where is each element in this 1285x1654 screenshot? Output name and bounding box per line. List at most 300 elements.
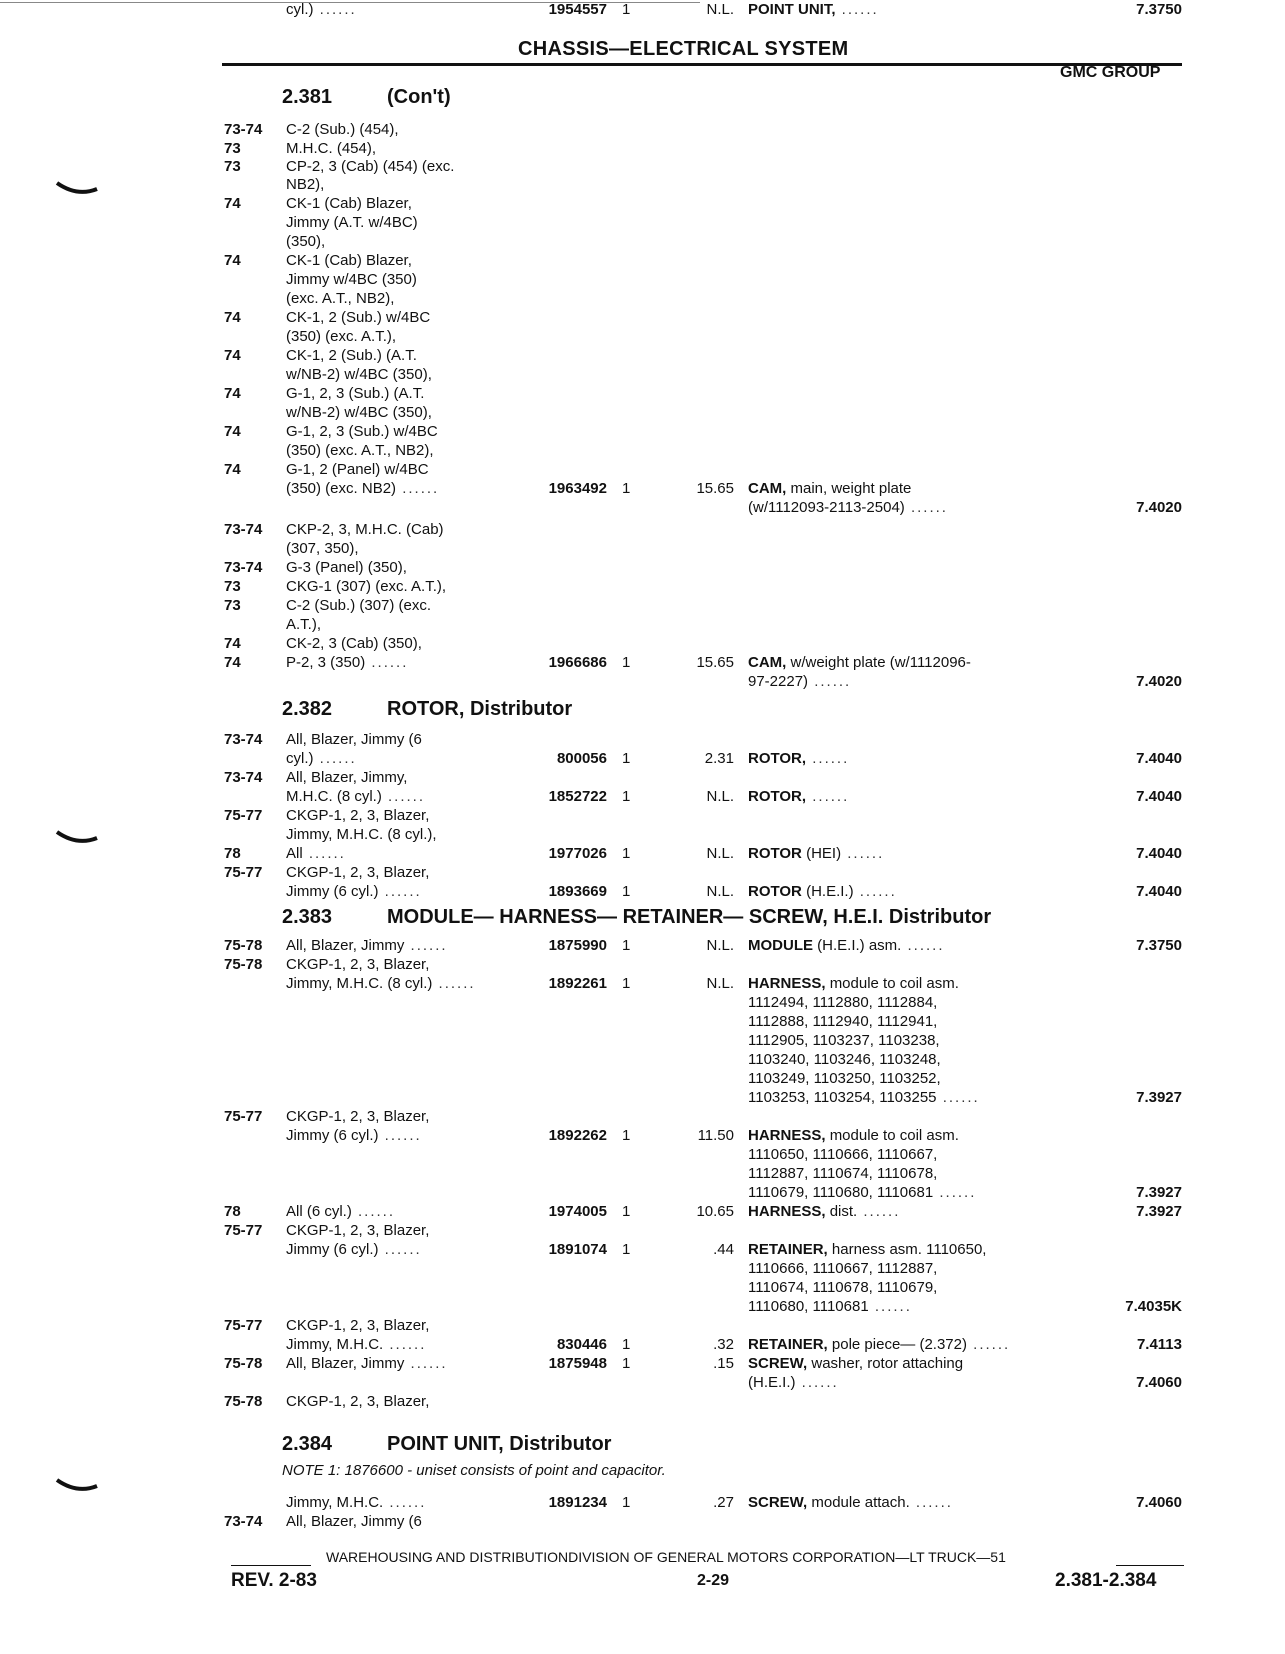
part-name: MODULE xyxy=(748,937,813,954)
leader-dots: ...... xyxy=(853,883,897,900)
description-text: 1110650, 1110666, 1110667, xyxy=(748,1146,938,1163)
leader-dots: ...... xyxy=(857,1203,901,1220)
leader-dots: ...... xyxy=(378,883,422,900)
parts-row xyxy=(0,498,1285,517)
application xyxy=(286,157,454,176)
part-number: 1891074 xyxy=(548,1241,607,1258)
model-year: 73 xyxy=(224,158,241,175)
application xyxy=(286,749,357,768)
parts-row xyxy=(0,1031,1285,1050)
part-number: 800056 xyxy=(556,750,607,767)
part-number: 1892261 xyxy=(548,975,607,992)
parts-row xyxy=(0,539,1285,558)
application xyxy=(286,270,417,289)
catalog-code: 7.4040 xyxy=(1136,883,1182,900)
catalog-code: 7.4040 xyxy=(1136,788,1182,805)
part-name: HARNESS, xyxy=(748,975,826,992)
part-name: CAM, xyxy=(748,480,787,497)
application xyxy=(286,863,429,882)
catalog-code: 7.4020 xyxy=(1136,499,1182,516)
parts-row xyxy=(0,157,1285,176)
leader-dots: ...... xyxy=(378,1127,422,1144)
parts-row xyxy=(0,974,1285,993)
description-text: module attach. xyxy=(811,1494,910,1511)
section-number: 2.383 xyxy=(282,906,333,928)
parts-row xyxy=(0,1259,1285,1278)
model-year: 74 xyxy=(224,423,241,440)
model-year: 78 xyxy=(224,1203,241,1220)
application xyxy=(286,0,357,19)
parts-row xyxy=(0,1183,1285,1202)
parts-row xyxy=(0,1126,1285,1145)
application-text: CK-1 (Cab) Blazer, xyxy=(286,252,412,269)
model-year: 73-74 xyxy=(224,731,263,748)
model-year: 75-77 xyxy=(224,807,263,824)
application xyxy=(286,1335,426,1354)
parts-row xyxy=(0,270,1285,289)
application xyxy=(286,577,446,596)
leader-dots: ...... xyxy=(841,845,885,862)
application-text: G-1, 2, 3 (Sub.) w/4BC xyxy=(286,423,438,440)
application xyxy=(286,213,418,232)
quantity: 1 xyxy=(622,654,631,671)
price: N.L. xyxy=(706,788,734,805)
description xyxy=(748,1088,980,1107)
parts-row xyxy=(0,1354,1285,1373)
description-text: 1103240, 1103246, 1103248, xyxy=(748,1051,941,1068)
description-text: main, weight plate xyxy=(790,480,912,497)
leader-dots: ...... xyxy=(381,788,426,805)
part-number: 1852722 xyxy=(548,788,607,805)
application xyxy=(286,403,432,422)
application xyxy=(286,974,476,993)
description-text: 1112905, 1103237, 1103238, xyxy=(748,1032,940,1049)
application-text: All, Blazer, Jimmy (6 xyxy=(286,1513,422,1530)
leader-dots: ...... xyxy=(313,750,357,767)
application-text: Jimmy (A.T. w/4BC) xyxy=(286,214,418,231)
application xyxy=(286,289,394,308)
parts-row xyxy=(0,403,1285,422)
parts-row xyxy=(0,1202,1285,1221)
description xyxy=(748,1240,986,1259)
application xyxy=(286,346,417,365)
parts-row xyxy=(0,825,1285,844)
application xyxy=(286,730,422,749)
application-text: (exc. A.T., NB2), xyxy=(286,290,395,307)
description-text: 97-2227) xyxy=(748,673,809,690)
application-text: CKP-2, 3, M.H.C. (Cab) xyxy=(286,521,444,538)
description-text: (H.E.I.) xyxy=(806,883,854,900)
parts-row xyxy=(0,1278,1285,1297)
description xyxy=(748,1373,839,1392)
application-text: (350) (exc. A.T.), xyxy=(286,328,397,345)
description-text: module to coil asm. xyxy=(829,1127,959,1144)
parts-row xyxy=(0,308,1285,327)
parts-row xyxy=(0,1512,1285,1531)
application-text: M.H.C. (8 cyl.) xyxy=(286,788,382,805)
description xyxy=(748,1297,912,1316)
model-year: 73-74 xyxy=(224,1513,263,1530)
quantity: 1 xyxy=(622,1355,631,1372)
description-text: module to coil asm. xyxy=(829,975,959,992)
leader-dots: ...... xyxy=(351,1203,396,1220)
application xyxy=(286,825,437,844)
model-year: 75-78 xyxy=(224,1393,263,1410)
binder-hole-mark xyxy=(55,179,99,199)
application xyxy=(286,194,412,213)
leader-dots: ...... xyxy=(404,1355,448,1372)
section-heading-2383 xyxy=(282,906,991,929)
description xyxy=(748,1202,900,1221)
model-year: 73-74 xyxy=(224,121,263,138)
parts-row xyxy=(0,1088,1285,1107)
description xyxy=(748,749,849,768)
quantity: 1 xyxy=(622,975,631,992)
parts-row xyxy=(0,120,1285,139)
part-number: 1954557 xyxy=(548,1,607,18)
application-text: CKG-1 (307) (exc. A.T.), xyxy=(286,578,447,595)
price: .15 xyxy=(713,1355,734,1372)
leader-dots: ...... xyxy=(808,673,852,690)
description-text: (HEI) xyxy=(806,845,842,862)
price: N.L. xyxy=(706,845,734,862)
catalog-code: 7.3750 xyxy=(1136,937,1182,954)
application xyxy=(286,1221,429,1240)
parts-row xyxy=(0,1164,1285,1183)
parts-row xyxy=(0,596,1285,615)
description xyxy=(748,498,948,517)
parts-row xyxy=(0,1493,1285,1512)
description-text: harness asm. 1110650, xyxy=(831,1241,987,1258)
catalog-code: 7.3750 xyxy=(1136,1,1182,18)
price: 15.65 xyxy=(696,654,734,671)
part-number: 1963492 xyxy=(548,480,607,497)
model-year: 73-74 xyxy=(224,521,263,538)
parts-row xyxy=(0,558,1285,577)
leader-dots: ...... xyxy=(806,750,850,767)
price: .27 xyxy=(713,1494,734,1511)
parts-row xyxy=(0,289,1285,308)
catalog-code: 7.4020 xyxy=(1136,673,1182,690)
description-text: (w/1112093-2113-2504) xyxy=(748,499,905,516)
application xyxy=(286,520,444,539)
application xyxy=(286,1126,422,1145)
part-name: RETAINER, xyxy=(748,1241,828,1258)
part-name: HARNESS, xyxy=(748,1127,826,1144)
parts-row xyxy=(0,955,1285,974)
parts-row xyxy=(0,993,1285,1012)
description xyxy=(748,1050,941,1069)
parts-row xyxy=(0,1145,1285,1164)
part-name: SCREW, xyxy=(748,1355,808,1372)
model-year: 75-77 xyxy=(224,864,263,881)
part-name: SCREW, xyxy=(748,1494,808,1511)
parts-row xyxy=(0,422,1285,441)
description-text: dist. xyxy=(829,1203,858,1220)
application xyxy=(286,384,424,403)
page-title: CHASSIS—ELECTRICAL SYSTEM xyxy=(518,38,849,60)
description xyxy=(748,1012,937,1031)
application xyxy=(286,1392,429,1411)
part-number: 830446 xyxy=(556,1336,607,1353)
application-text: Jimmy w/4BC (350) xyxy=(286,271,417,288)
application-text: M.H.C. (454), xyxy=(286,140,377,157)
catalog-code: 7.4060 xyxy=(1136,1494,1182,1511)
parts-row xyxy=(0,1069,1285,1088)
footer-rule-left xyxy=(231,1565,311,1566)
parts-row xyxy=(0,615,1285,634)
leader-dots: ...... xyxy=(404,937,448,954)
description-text: 1110680, 1110681 xyxy=(748,1298,869,1315)
application-text: Jimmy, M.H.C. xyxy=(286,1336,384,1353)
model-year: 73 xyxy=(224,578,241,595)
application xyxy=(286,844,346,863)
application-text: Jimmy (6 cyl.) xyxy=(286,1127,379,1144)
price: 10.65 xyxy=(696,1203,734,1220)
leader-dots: ...... xyxy=(909,1494,953,1511)
quantity: 1 xyxy=(622,845,631,862)
leader-dots: ...... xyxy=(901,937,945,954)
part-number: 1875990 xyxy=(548,937,607,954)
application-text: Jimmy, M.H.C. (8 cyl.) xyxy=(286,975,433,992)
quantity: 1 xyxy=(622,750,631,767)
application-text: Jimmy, M.H.C. (8 cyl.), xyxy=(286,826,437,843)
quantity: 1 xyxy=(622,1241,631,1258)
application xyxy=(286,768,407,787)
catalog-code: 7.3927 xyxy=(1136,1203,1182,1220)
application-text: cyl.) xyxy=(286,1,314,18)
model-year: 75-77 xyxy=(224,1317,263,1334)
application xyxy=(286,251,412,270)
description xyxy=(748,882,897,901)
application-text: CK-1, 2 (Sub.) (A.T. xyxy=(286,347,417,364)
description xyxy=(748,1335,1010,1354)
application-text: All, Blazer, Jimmy, xyxy=(286,769,408,786)
parts-row xyxy=(0,1297,1285,1316)
parts-row xyxy=(0,327,1285,346)
parts-row xyxy=(0,936,1285,955)
part-name: POINT UNIT, xyxy=(748,1,836,18)
description-text: 1110674, 1110678, 1110679, xyxy=(748,1279,938,1296)
application-text: All, Blazer, Jimmy xyxy=(286,937,405,954)
parts-row xyxy=(0,730,1285,749)
parts-row xyxy=(0,768,1285,787)
application xyxy=(286,936,448,955)
application-text: NB2), xyxy=(286,176,325,193)
leader-dots: ...... xyxy=(383,1336,427,1353)
application xyxy=(286,1354,448,1373)
application xyxy=(286,1202,395,1221)
application-text: CKGP-1, 2, 3, Blazer, xyxy=(286,864,430,881)
leader-dots: ...... xyxy=(378,1241,422,1258)
application xyxy=(286,882,422,901)
part-name: ROTOR xyxy=(748,883,802,900)
part-number: 1891234 xyxy=(548,1494,607,1511)
model-year: 74 xyxy=(224,654,241,671)
quantity: 1 xyxy=(622,480,631,497)
description xyxy=(748,1164,937,1183)
model-year: 73-74 xyxy=(224,559,263,576)
application-text: G-1, 2 (Panel) w/4BC xyxy=(286,461,429,478)
parts-row xyxy=(0,1335,1285,1354)
quantity: 1 xyxy=(622,937,631,954)
description xyxy=(748,1354,963,1373)
leader-dots: ...... xyxy=(795,1374,839,1391)
section-title: MODULE— HARNESS— RETAINER— SCREW, H.E.I. Distributor xyxy=(387,906,992,928)
parts-row xyxy=(0,634,1285,653)
part-number: 1875948 xyxy=(548,1355,607,1372)
leader-dots: ...... xyxy=(302,845,346,862)
application-text: (350) (exc. NB2) xyxy=(286,480,397,497)
footer-rule-right xyxy=(1116,1565,1184,1566)
leader-dots: ...... xyxy=(936,1089,980,1106)
parts-row xyxy=(0,479,1285,498)
description xyxy=(748,1126,959,1145)
leader-dots: ...... xyxy=(868,1298,912,1315)
application xyxy=(286,787,425,806)
description-text: 1103253, 1103254, 1103255 xyxy=(748,1089,937,1106)
application-text: All (6 cyl.) xyxy=(286,1203,352,1220)
parts-row xyxy=(0,653,1285,672)
catalog-code: 7.3927 xyxy=(1136,1089,1182,1106)
section-number: 2.384 xyxy=(282,1433,333,1455)
description-text: (H.E.I.) xyxy=(748,1374,796,1391)
application-text: CKGP-1, 2, 3, Blazer, xyxy=(286,1393,430,1410)
parts-row xyxy=(0,384,1285,403)
application xyxy=(286,422,438,441)
parts-row xyxy=(0,844,1285,863)
description xyxy=(748,0,879,19)
model-year: 73 xyxy=(224,140,241,157)
catalog-code: 7.4035K xyxy=(1125,1298,1182,1315)
application xyxy=(286,653,408,672)
parts-row xyxy=(0,1373,1285,1392)
application xyxy=(286,175,324,194)
description xyxy=(748,1069,941,1088)
application-text: A.T.), xyxy=(286,616,322,633)
part-name: RETAINER, xyxy=(748,1336,828,1353)
price: N.L. xyxy=(706,975,734,992)
section-range: 2.381-2.384 xyxy=(1055,1570,1157,1591)
catalog-code: 7.4040 xyxy=(1136,750,1182,767)
parts-row xyxy=(0,577,1285,596)
application-text: Jimmy (6 cyl.) xyxy=(286,1241,379,1258)
application-text: CK-1 (Cab) Blazer, xyxy=(286,195,412,212)
leader-dots: ...... xyxy=(806,788,850,805)
model-year: 75-77 xyxy=(224,1222,263,1239)
section-title: POINT UNIT, Distributor xyxy=(387,1433,612,1455)
model-year: 74 xyxy=(224,252,241,269)
parts-row xyxy=(0,1050,1285,1069)
application-text: All, Blazer, Jimmy xyxy=(286,1355,405,1372)
price: 2.31 xyxy=(704,750,734,767)
model-year: 74 xyxy=(224,461,241,478)
part-number: 1966686 xyxy=(548,654,607,671)
application-text: G-1, 2, 3 (Sub.) (A.T. xyxy=(286,385,425,402)
parts-row xyxy=(0,520,1285,539)
application-text: CKGP-1, 2, 3, Blazer, xyxy=(286,1222,430,1239)
parts-row xyxy=(0,346,1285,365)
application xyxy=(286,460,429,479)
model-year: 75-78 xyxy=(224,1355,263,1372)
application-text: P-2, 3 (350) xyxy=(286,654,366,671)
model-year: 73 xyxy=(224,597,241,614)
part-number: 1974005 xyxy=(548,1203,607,1220)
quantity: 1 xyxy=(622,1127,631,1144)
footer-division: WAREHOUSING AND DISTRIBUTIONDIVISION OF GENERAL MOTORS CORPORATION—LT TRUCK—51 xyxy=(326,1549,1006,1565)
application xyxy=(286,308,430,327)
model-year: 78 xyxy=(224,845,241,862)
application xyxy=(286,1512,422,1531)
parts-row xyxy=(0,1240,1285,1259)
description xyxy=(748,653,971,672)
section-note: NOTE 1: 1876600 - uniset consists of point and capacitor. xyxy=(282,1462,666,1479)
application-text: (350), xyxy=(286,233,326,250)
section-title: ROTOR, Distributor xyxy=(387,698,573,720)
parts-row xyxy=(0,1221,1285,1240)
application-text: CKGP-1, 2, 3, Blazer, xyxy=(286,1317,430,1334)
leader-dots: ...... xyxy=(904,499,948,516)
description xyxy=(748,1278,937,1297)
parts-row xyxy=(0,213,1285,232)
application xyxy=(286,139,376,158)
application xyxy=(286,558,407,577)
header-rule xyxy=(222,63,1182,66)
application-text: w/NB-2) w/4BC (350), xyxy=(286,366,432,383)
part-name: CAM, xyxy=(748,654,787,671)
parts-row xyxy=(0,139,1285,158)
parts-row xyxy=(0,194,1285,213)
group-label: GMC GROUP xyxy=(1060,64,1161,81)
application-text: Jimmy (6 cyl.) xyxy=(286,883,379,900)
price: 11.50 xyxy=(697,1127,734,1144)
description xyxy=(748,1031,940,1050)
catalog-code: 7.3927 xyxy=(1136,1184,1182,1201)
application xyxy=(286,1316,429,1335)
application-text: Jimmy, M.H.C. xyxy=(286,1494,384,1511)
leader-dots: ...... xyxy=(383,1494,427,1511)
revision-label: REV. 2-83 xyxy=(231,1570,317,1591)
description xyxy=(748,844,884,863)
description xyxy=(748,1259,937,1278)
parts-row xyxy=(0,460,1285,479)
parts-row xyxy=(0,365,1285,384)
application-text: All xyxy=(286,845,303,862)
application-text: All, Blazer, Jimmy (6 xyxy=(286,731,422,748)
description xyxy=(748,1493,953,1512)
application xyxy=(286,806,429,825)
parts-row xyxy=(0,806,1285,825)
model-year: 74 xyxy=(224,347,241,364)
leader-dots: ...... xyxy=(933,1184,977,1201)
price: N.L. xyxy=(706,937,734,954)
description xyxy=(748,974,959,993)
leader-dots: ...... xyxy=(967,1336,1011,1353)
description xyxy=(748,787,849,806)
application-text: C-2 (Sub.) (307) (exc. xyxy=(286,597,432,614)
description xyxy=(748,1183,976,1202)
description-text: w/weight plate (w/1112096- xyxy=(790,654,971,671)
leader-dots: ...... xyxy=(835,1,879,18)
description xyxy=(748,936,945,955)
parts-row xyxy=(0,882,1285,901)
application xyxy=(286,634,422,653)
catalog-code: 7.4060 xyxy=(1136,1374,1182,1391)
description-text: washer, rotor attaching xyxy=(811,1355,964,1372)
quantity: 1 xyxy=(622,1336,631,1353)
price: N.L. xyxy=(706,1,734,18)
model-year: 74 xyxy=(224,635,241,652)
